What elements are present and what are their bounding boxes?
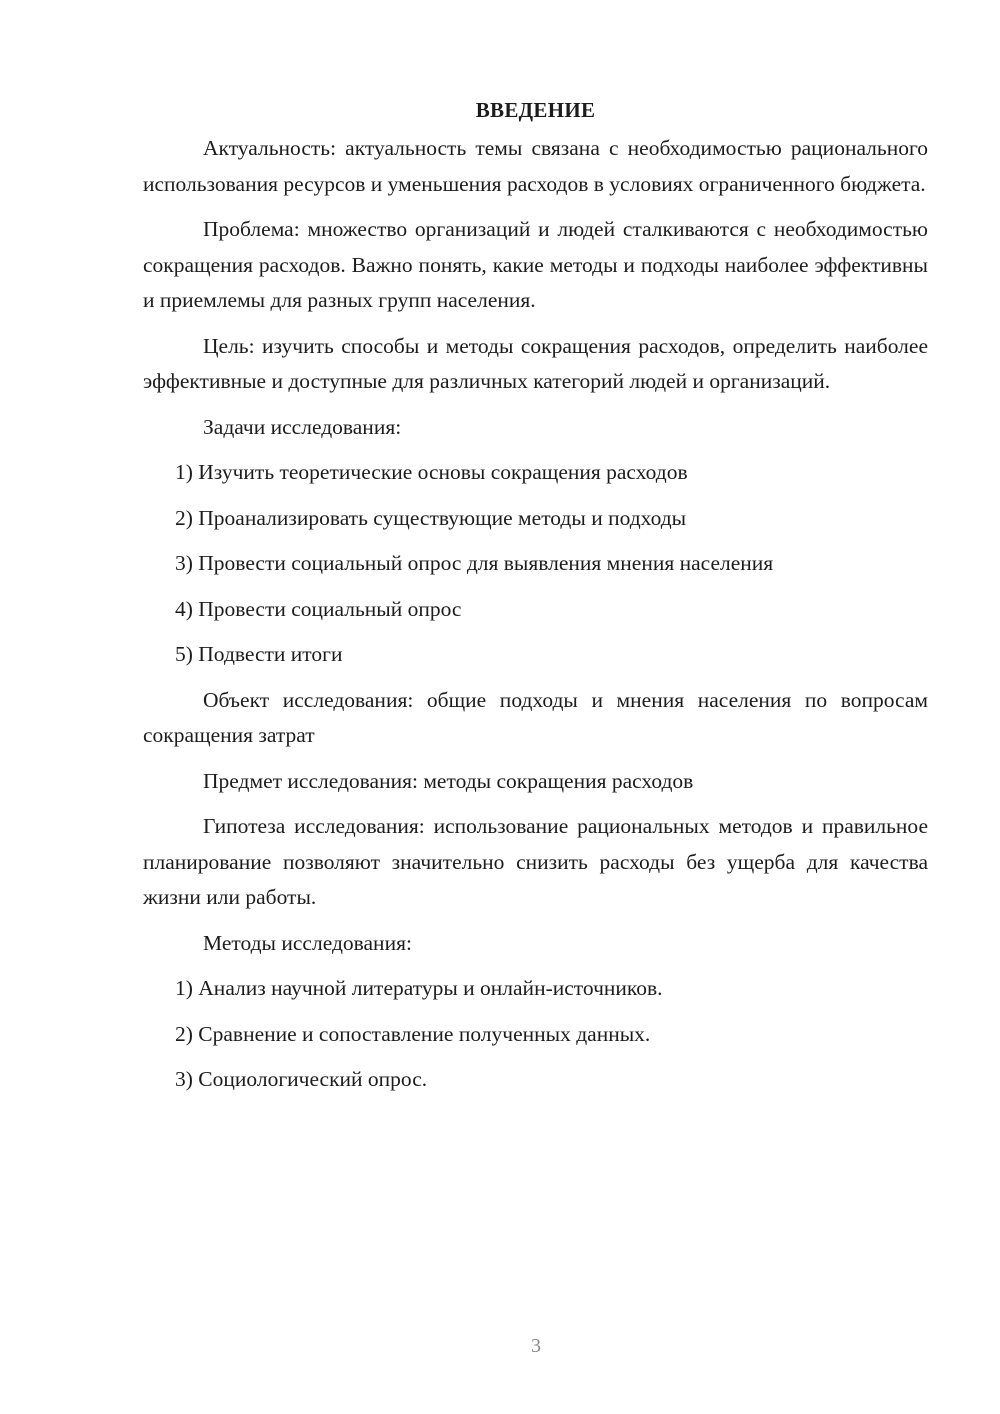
list-item: 1) Изучить теоретические основы сокращения расходов (175, 460, 688, 484)
list-item: 4) Провести социальный опрос (175, 596, 462, 621)
document-page (143, 92, 928, 1108)
tasks-heading: Задачи исследования: (203, 414, 402, 439)
relevance-paragraph: Актуальность: актуальность темы связана с необходимостью рационального использования ресурсов и уменьшения расходов в условиях ограниченного бюджета. (143, 136, 928, 196)
hypothesis-paragraph: Гипотеза исследования: использование рациональных методов и правильное планирование позволяют значительно снизить расходы без ущерба для качества жизни или работы. (143, 814, 928, 909)
page-number: 3 (531, 1335, 541, 1357)
methods-list (143, 971, 928, 1098)
subject-paragraph: Предмет исследования: методы сокращения расходов (203, 768, 694, 793)
problem-paragraph: Проблема: множество организаций и людей сталкиваются с необходимостью сокращения расходов. Важно понять, какие методы и подходы наиболее эффективны и приемлемы для разных групп населения. (143, 217, 928, 312)
list-item: 1) Анализ научной литературы и онлайн-источников. (175, 976, 663, 1000)
list-item: 3) Социологический опрос. (175, 1067, 428, 1091)
list-item: 5) Подвести итоги (175, 642, 343, 666)
tasks-list (143, 455, 928, 673)
methods-heading: Методы исследования: (203, 930, 412, 955)
page-title: ВВЕДЕНИЕ (475, 98, 596, 122)
goal-paragraph: Цель: изучить способы и методы сокращения расходов, определить наиболее эффективные и доступные для различных категорий людей и организаций. (143, 333, 928, 393)
list-item: 2) Проанализировать существующие методы и подходы (175, 505, 687, 530)
object-paragraph: Объект исследования: общие подходы и мнения населения по вопросам сокращения затрат (143, 687, 928, 747)
list-item: 3) Провести социальный опрос для выявления мнения населения (175, 551, 774, 575)
list-item: 2) Сравнение и сопоставление полученных данных. (175, 1021, 651, 1046)
